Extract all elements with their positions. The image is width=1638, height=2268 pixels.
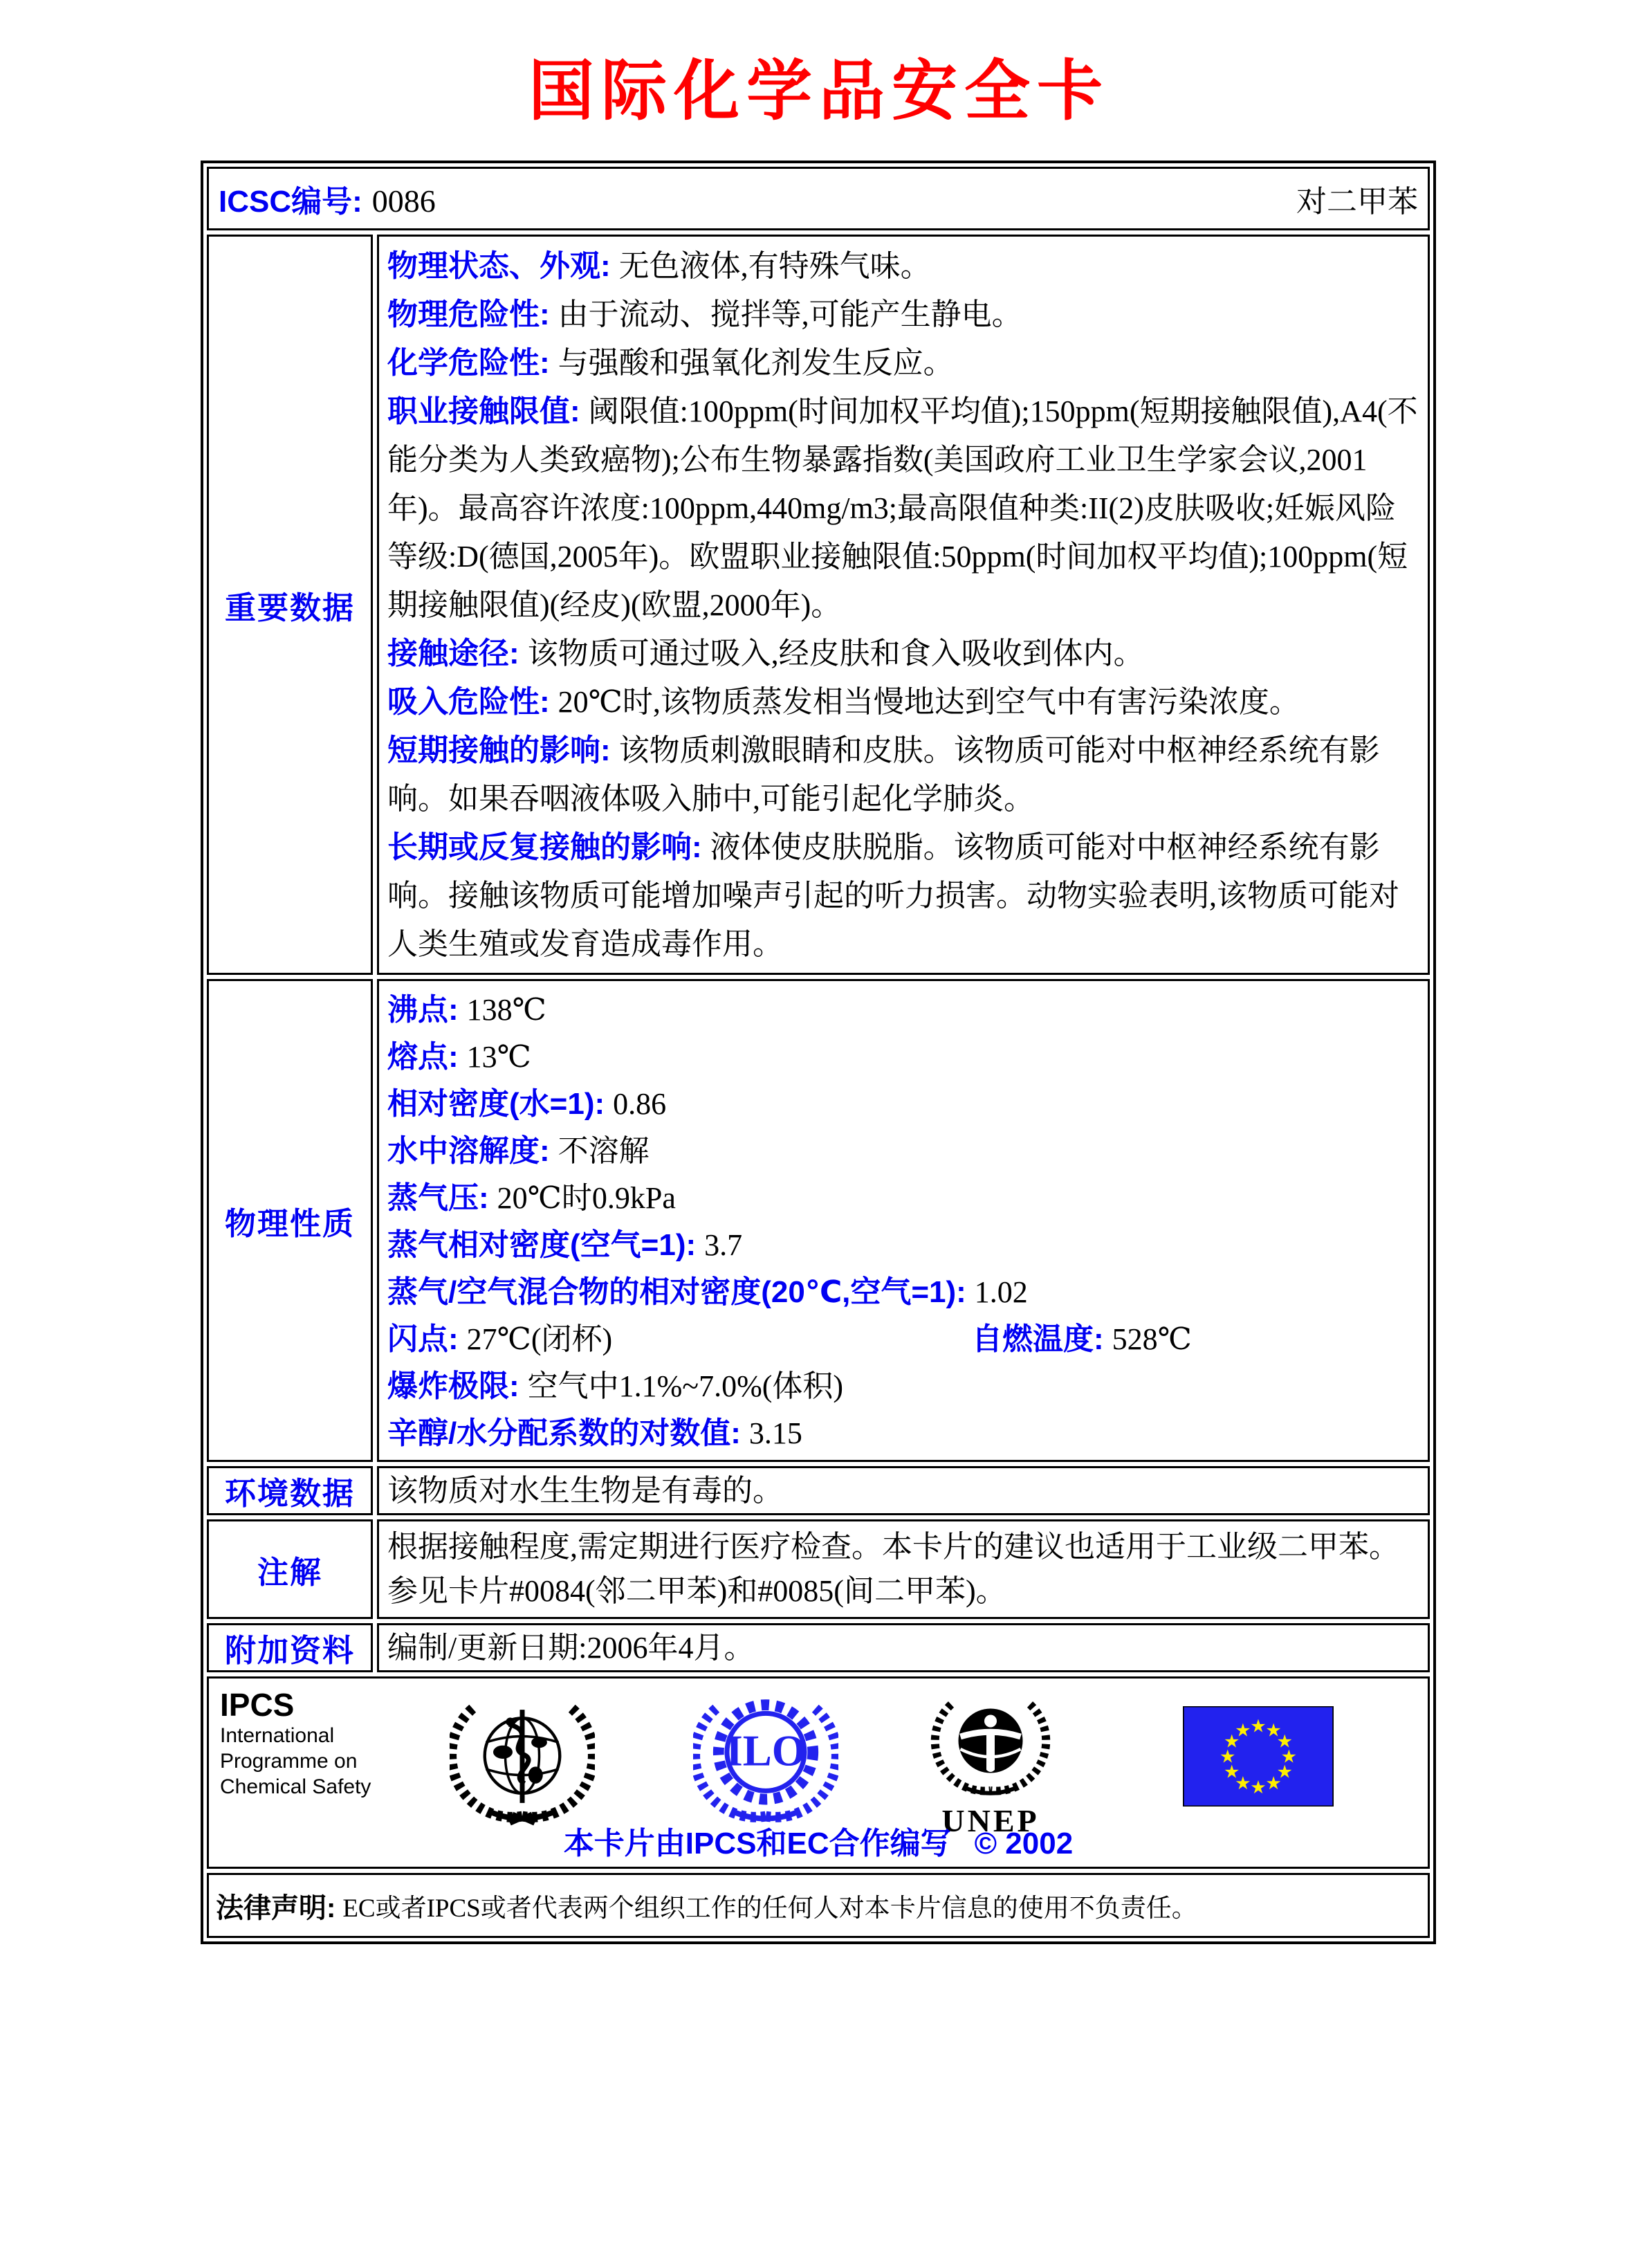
field-value: 空气中1.1%~7.0%(体积): [527, 1369, 844, 1403]
ipcs-text-block: [220, 1687, 371, 1800]
eu-flag-icon: [1183, 1706, 1334, 1810]
notes-text: 根据接触程度,需定期进行医疗检查。本卡片的建议也适用于工业级二甲苯。参见卡片#0084(邻二甲苯)和#0085(间二甲苯)。: [387, 1530, 1399, 1608]
field-inhalation-risk: [387, 678, 1419, 726]
icsc-card-page: [0, 39, 1638, 1944]
field-water-solubility: [387, 1128, 1419, 1175]
field-flash-point: [387, 1316, 972, 1363]
field-value: 3.7: [704, 1228, 743, 1262]
icsc-number-label: ICSC编号:: [219, 185, 362, 219]
section-label-physical-properties: 物理性质: [207, 979, 373, 1462]
field-value: 与强酸和强氧化剂发生反应。: [558, 346, 954, 380]
field-value: 阈限值:100ppm(时间加权平均值);150ppm(短期接触限值),A4(不能分类为人类致癌物);公布生物暴露指数(美国政府工业卫生学家会议,2001年)。最高容许浓度:100ppm,440mg/m3;最高限值种类:II(2)皮肤吸收;妊娠风险等级:D(德国,2005年)。欧盟职业接触限值:50ppm(时间加权平均值);100ppm(短期接触限值)(经皮)(欧盟,2000年)。: [387, 394, 1418, 622]
svg-text:★: ★: [1265, 1720, 1282, 1741]
field-value: 27℃(闭杯): [466, 1322, 613, 1356]
section-label-environmental-data: 环境数据: [207, 1466, 373, 1515]
section-label-important-data: 重要数据: [207, 235, 373, 975]
page-title: 国际化学品安全卡: [528, 55, 1110, 128]
field-vapor-air-mixture-density: [387, 1269, 1419, 1316]
field-relative-density: [387, 1081, 1419, 1128]
copyright-text: © 2002: [974, 1827, 1074, 1860]
field-value: 13℃: [466, 1040, 531, 1074]
legal-notice-label: 法律声明:: [216, 1892, 336, 1923]
field-melting-point: [387, 1034, 1419, 1081]
additional-info-content: [377, 1623, 1430, 1672]
ipcs-line-1: International: [220, 1724, 335, 1747]
field-routes-of-exposure: [387, 630, 1419, 678]
field-value: 该物质刺激眼睛和皮肤。该物质可能对中枢神经系统有影响。如果吞咽液体吸入肺中,可能引起化学肺炎。: [387, 733, 1380, 816]
field-value: 528℃: [1112, 1322, 1192, 1356]
field-value: 20℃时,该物质蒸发相当慢地达到空气中有害污染浓度。: [558, 685, 1300, 719]
field-label: 职业接触限值:: [387, 394, 580, 428]
field-value: 无色液体,有特殊气味。: [618, 249, 931, 283]
field-label: 短期接触的影响:: [387, 733, 611, 767]
field-label: 爆炸极限:: [387, 1369, 519, 1403]
icsc-number-group: [219, 176, 436, 221]
field-label: 闪点:: [387, 1322, 459, 1356]
field-label: 长期或反复接触的影响:: [387, 830, 702, 864]
field-value: 该物质可通过吸入,经皮肤和食入吸收到体内。: [527, 637, 1144, 670]
field-octanol-water-partition: [387, 1410, 1419, 1457]
svg-text:★: ★: [1219, 1746, 1236, 1768]
ipcs-line-2: Programme on: [220, 1750, 358, 1773]
field-flash-and-autoignition: [387, 1316, 1419, 1363]
field-physical-state: [387, 242, 1419, 291]
physical-properties-content: [377, 979, 1430, 1462]
icsc-number-value: 0086: [371, 183, 436, 219]
credit-line: [209, 1818, 1428, 1863]
notes-content: [377, 1519, 1430, 1619]
field-label: 吸入危险性:: [387, 685, 550, 719]
svg-text:★: ★: [1224, 1731, 1240, 1753]
chemical-name: 对二甲苯: [1296, 185, 1418, 219]
field-label: 蒸气相对密度(空气=1):: [387, 1228, 697, 1262]
ipcs-line-3: Chemical Safety: [220, 1775, 371, 1798]
important-data-content: [377, 235, 1430, 975]
legal-notice-row: [207, 1873, 1430, 1938]
additional-info-text: 编制/更新日期:2006年4月。: [387, 1630, 755, 1665]
field-explosive-limits: [387, 1363, 1419, 1410]
svg-text:★: ★: [1250, 1716, 1267, 1737]
section-label-additional-info: 附加资料: [207, 1623, 373, 1672]
header-cell: [207, 167, 1430, 230]
field-label: 相对密度(水=1):: [387, 1087, 605, 1121]
ilo-letters: ILO: [726, 1726, 806, 1775]
field-label: 自燃温度:: [972, 1322, 1104, 1356]
ilo-logo-icon: [693, 1684, 838, 1836]
environmental-data-text: 该物质对水生生物是有毒的。: [387, 1473, 783, 1508]
field-chemical-hazard: [387, 339, 1419, 387]
field-label: 物理危险性:: [387, 298, 550, 331]
field-label: 化学危险性:: [387, 346, 550, 380]
field-value: 0.86: [613, 1087, 667, 1121]
organizations-row: [207, 1676, 1430, 1869]
svg-text:★: ★: [1224, 1762, 1240, 1783]
field-value: 20℃时0.9kPa: [497, 1181, 676, 1215]
svg-text:★: ★: [1280, 1746, 1298, 1768]
field-occupational-exposure-limits: [387, 387, 1419, 630]
field-label: 接触途径:: [387, 637, 519, 670]
svg-text:★: ★: [1250, 1777, 1267, 1798]
field-long-term-effects: [387, 823, 1419, 969]
unep-logo-icon: [928, 1687, 1053, 1839]
environmental-data-content: [377, 1466, 1430, 1515]
unep-caption: UNEP: [941, 1803, 1040, 1838]
additional-info-row: [207, 1623, 1430, 1672]
field-vapor-pressure: [387, 1175, 1419, 1222]
svg-text:★: ★: [1265, 1773, 1282, 1794]
field-boiling-point: [387, 987, 1419, 1034]
legal-notice-cell: [207, 1873, 1430, 1938]
legal-notice-text: EC或者IPCS或者代表两个组织工作的任何人对本卡片信息的使用不负责任。: [342, 1894, 1197, 1923]
who-logo-icon: [450, 1684, 595, 1836]
credit-text: 本卡片由IPCS和EC合作编写: [563, 1827, 951, 1860]
field-label: 沸点:: [387, 993, 459, 1027]
svg-text:★: ★: [1235, 1773, 1251, 1794]
section-label-notes: 注解: [207, 1519, 373, 1619]
field-value: 1.02: [974, 1275, 1028, 1309]
organizations-cell: [207, 1676, 1430, 1869]
field-value: 3.15: [748, 1416, 802, 1450]
field-label: 辛醇/水分配系数的对数值:: [387, 1416, 741, 1450]
notes-row: [207, 1519, 1430, 1619]
field-vapor-relative-density: [387, 1222, 1419, 1269]
header-row: [207, 167, 1430, 230]
field-label: 蒸气/空气混合物的相对密度(20℃,空气=1):: [387, 1275, 966, 1309]
svg-text:★: ★: [1276, 1762, 1293, 1783]
environmental-data-row: [207, 1466, 1430, 1515]
field-label: 物理状态、外观:: [387, 249, 611, 283]
field-label: 蒸气压:: [387, 1181, 489, 1215]
field-label: 熔点:: [387, 1040, 459, 1074]
field-physical-hazard: [387, 291, 1419, 339]
field-short-term-effects: [387, 726, 1419, 823]
field-value: 不溶解: [558, 1134, 650, 1168]
field-autoignition-temperature: [972, 1316, 1192, 1363]
svg-text:★: ★: [1235, 1720, 1251, 1741]
field-label: 水中溶解度:: [387, 1134, 550, 1168]
ipcs-acronym: IPCS: [220, 1687, 295, 1723]
physical-properties-row: [207, 979, 1430, 1462]
field-value: 由于流动、搅拌等,可能产生静电。: [558, 298, 1022, 331]
field-value: 液体使皮肤脱脂。该物质可能对中枢神经系统有影响。接触该物质可能增加噪声引起的听力损害。动物实验表明,该物质可能对人类生殖或发育造成毒作用。: [387, 830, 1399, 961]
svg-text:★: ★: [1276, 1731, 1293, 1753]
icsc-card: [201, 161, 1436, 1944]
important-data-row: [207, 235, 1430, 975]
field-value: 138℃: [466, 993, 546, 1027]
